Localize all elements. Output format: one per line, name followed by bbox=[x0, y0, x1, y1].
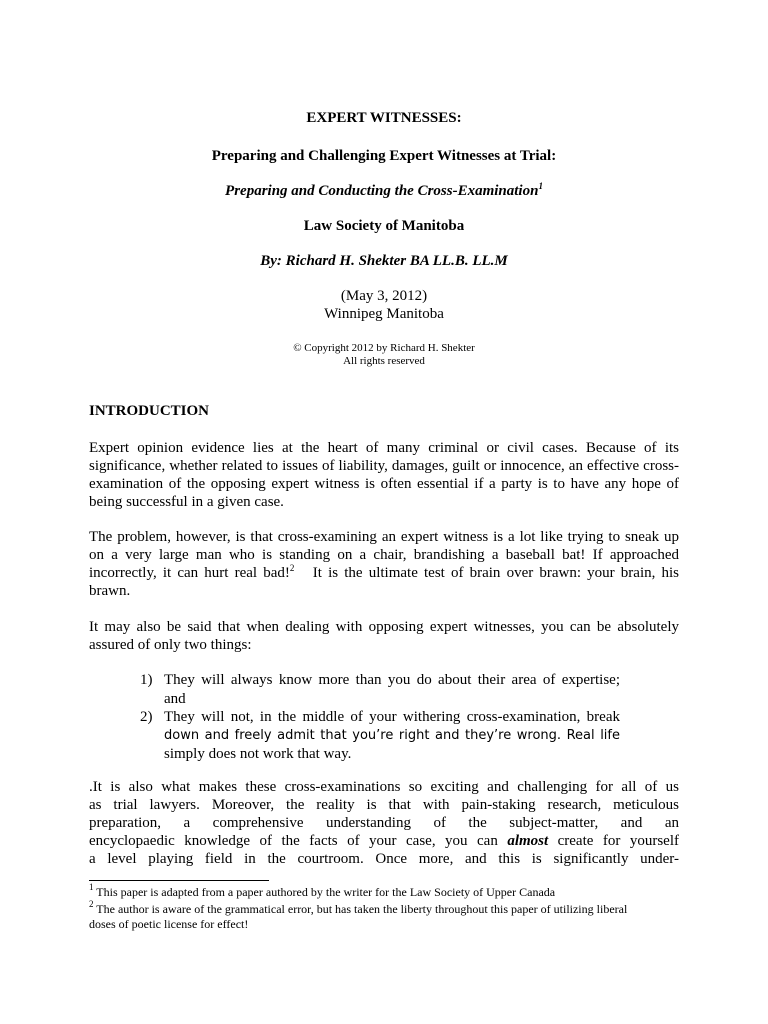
footnote-1-marker: 1 bbox=[89, 882, 94, 892]
paragraph-line: as trial lawyers. Moreover, the reality is that with pain-staking research, meticulous bbox=[89, 797, 679, 813]
presentation-location: Winnipeg Manitoba bbox=[324, 306, 444, 322]
list-item-number: 2) bbox=[140, 709, 153, 725]
list-item-line: They will always know more than you do about their area of expertise; bbox=[164, 672, 620, 688]
list-item-line: and bbox=[164, 690, 186, 707]
paragraph-line: brawn. bbox=[89, 583, 131, 599]
document-title: EXPERT WITNESSES: bbox=[306, 110, 462, 126]
paragraph-line: a level playing field in the courtroom. Once more, and this is significantly under- bbox=[89, 851, 679, 867]
rights-line: All rights reserved bbox=[343, 355, 425, 367]
footnote-2-marker: 2 bbox=[89, 899, 94, 909]
document-subtitle: Preparing and Challenging Expert Witnesses at Trial: bbox=[211, 148, 557, 164]
emphasis-almost: almost bbox=[507, 833, 549, 849]
footnote-ref-2: 2 bbox=[289, 563, 295, 573]
paragraph-line: Expert opinion evidence lies at the heart of many criminal or civil cases. Because of its bbox=[89, 440, 679, 456]
list-item-line: simply does not work that way. bbox=[164, 746, 352, 762]
paragraph-line: It may also be said that when dealing with opposing expert witnesses, you can be absolutely bbox=[89, 619, 679, 635]
paragraph-line: on a very large man who is standing on a chair, brandishing a baseball bat! If approached bbox=[89, 547, 679, 563]
paragraph-line: being successful in a given case. bbox=[89, 494, 284, 510]
introduction-heading: INTRODUCTION bbox=[89, 403, 210, 419]
paragraph-line: examination of the opposing expert witness is often essential if a party is to have any hope of bbox=[89, 476, 679, 492]
paragraph-line: preparation, a comprehensive understanding of the subject-matter, and an bbox=[89, 815, 679, 831]
intro-paragraph-4 bbox=[89, 778, 679, 868]
footnote-2: $^2$ The author is aware of the grammatical error, but has taken the liberty throughout this paper of utilizing liberal doses of poetic license for effect! bbox=[89, 899, 628, 931]
list-item-line: down and freely admit that you’re right and they’re wrong. Real life bbox=[164, 727, 620, 743]
certainties-list bbox=[140, 671, 620, 764]
author-line: By: Richard H. Shekter BA LL.B. LL.M bbox=[260, 253, 508, 269]
footnote-divider bbox=[89, 880, 269, 881]
list-item bbox=[140, 708, 620, 764]
footnote-1: $^1$ This paper is adapted from a paper authored by the writer for the Law Society of Upper Canada bbox=[89, 882, 556, 899]
intro-paragraph-1 bbox=[89, 439, 679, 511]
paragraph-line: significance, whether related to issues of liability, damages, guilt or innocence, an effective cross- bbox=[89, 458, 679, 474]
footnote-ref-1: 1 bbox=[538, 181, 543, 191]
organization-name: Law Society of Manitoba bbox=[303, 218, 465, 234]
intro-paragraph-3 bbox=[89, 618, 679, 654]
list-item bbox=[140, 671, 620, 708]
paragraph-line: incorrectly, it can hurt real bad!$^2$ It is the ultimate test of brain over brawn: your brain, his bbox=[89, 563, 680, 581]
paragraph-line: encyclopaedic knowledge of the facts of your case, you can almost create for yourself bbox=[89, 833, 680, 849]
intro-paragraph-2 bbox=[89, 528, 679, 600]
presentation-date: (May 3, 2012) bbox=[340, 288, 428, 304]
list-item-line: They will not, in the middle of your withering cross-examination, break bbox=[164, 709, 620, 725]
paragraph-line: assured of only two things: bbox=[89, 637, 252, 653]
list-item-number: 1) bbox=[140, 672, 153, 688]
copyright-line: © Copyright 2012 by Richard H. Shekter bbox=[293, 342, 475, 354]
session-title: Preparing and Conducting the Cross-Examination$^1$ bbox=[225, 181, 543, 199]
paragraph-line: The problem, however, is that cross-examining an expert witness is a lot like trying to sneak up bbox=[89, 529, 679, 545]
paragraph-line: .It is also what makes these cross-examinations so exciting and challenging for all of us bbox=[89, 779, 679, 795]
